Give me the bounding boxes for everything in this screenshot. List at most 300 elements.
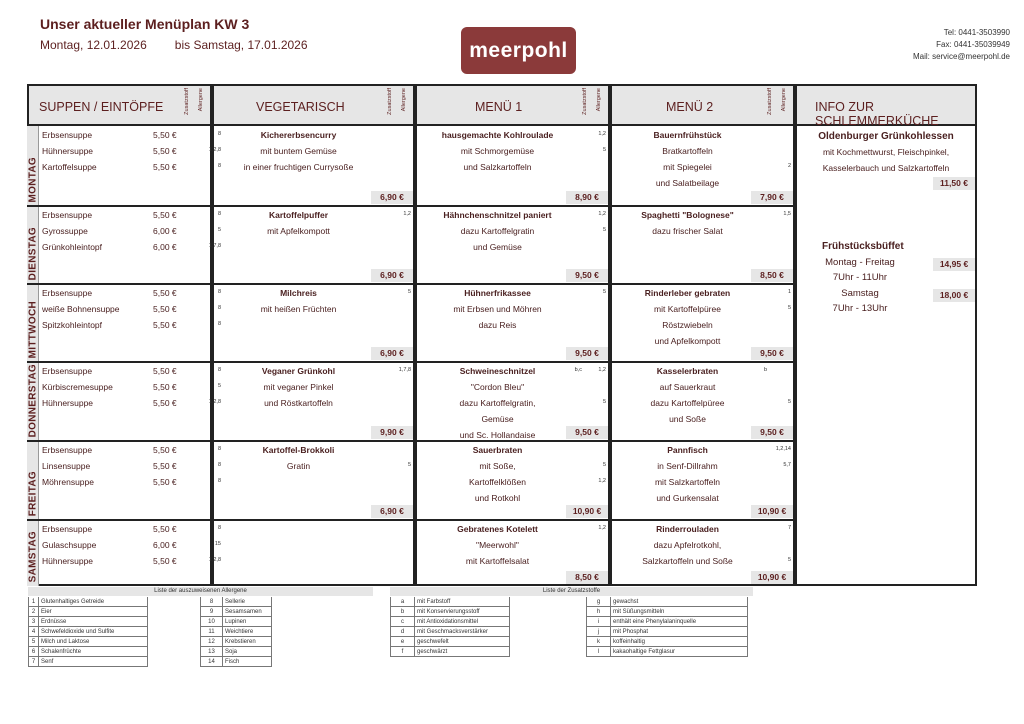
menu2-dish-text: dazu frischer Salat [652,226,723,236]
menu2-price: 8,50 € [751,269,793,282]
legend-code: 1 [29,597,39,607]
soup-price: 5,50 € [153,320,177,330]
menu1-dish-text: mit Erbsen und Möhren [453,304,542,314]
zusatz_legend-row [390,607,510,617]
legend-text: Senf [41,659,54,665]
menu2-dish-text: Rinderleber gebraten [644,288,731,298]
menu1-dish-line [417,288,578,300]
legend-code: b [391,607,415,617]
menu2-price: 9,50 € [751,347,793,360]
allergen_legend-row [200,637,272,647]
day-label-donnerstag [27,362,39,441]
soup-allergens: 1,7,8 [208,243,221,249]
veg-dish-text: mit heißen Früchten [260,304,337,314]
menu1-dish-line [417,398,578,410]
soup-name: Kartoffelsuppe [42,162,97,172]
veg-dish-line [214,130,383,142]
menu1-dish-text: Kartoffelklößen [468,477,526,487]
menu1-dish-text: "Meerwohl" [476,540,519,550]
zusatz_legend-row [586,617,748,627]
veg-dish-line [214,398,383,410]
menu1-allergens: 5 [602,147,606,153]
menu1-allergens: 5 [602,399,606,405]
legend-code: 2 [29,607,39,617]
veg-dish-line [214,382,383,394]
veg-dish-line [214,445,383,457]
soup-allergens: 8 [217,525,221,531]
soup-name: Hühnersuppe [42,398,94,408]
soup-name: Erbsensuppe [42,445,93,455]
menu1-dish-text: und Gemüse [473,242,522,252]
allergen_legend-title: Liste der auszuweisenen Allergene [28,587,373,596]
veg-dish-text: Kartoffel-Brokkoli [262,445,335,455]
legend-text: enthält eine Phenylalaninquelle [613,619,697,625]
info-header-label: INFO ZUR SCHLEMMERKÜCHE [815,100,939,128]
menu1-price: 10,90 € [566,505,608,518]
date-from: Montag, 12.01.2026 [40,38,147,52]
menu2-dish-text: und Gurkensalat [656,493,719,503]
day-name: MITTWOCH [27,300,39,358]
soup-price: 5,50 € [153,382,177,392]
menu2-dish-line [612,178,763,190]
legend-code: c [391,617,415,627]
buffet-days-text: Montag - Freitag [825,257,895,268]
menu2-dish-text: Pannfisch [667,445,708,455]
buffet-days [805,257,915,269]
menu2-allergens: 5,7 [783,462,791,468]
legend-text: geschwefelt [417,639,449,645]
contact-fax: Fax: 0441-35039949 [936,40,1010,49]
soup-allergens: 8 [217,163,221,169]
menu2-dish-line [612,162,763,174]
soup-allergens: 8 [217,131,221,137]
allergen_legend-row [28,617,148,627]
legend-code: h [587,607,611,617]
veg-dish-text: Gratin [286,461,311,471]
menu1-dish-line [417,556,578,568]
legend-text: koffeinhaltig [613,639,645,645]
menu2-dish-text: in Senf-Dillrahm [657,461,718,471]
menu2-dish-text: mit Salzkartoffeln [654,477,721,487]
soup-price: 5,50 € [153,162,177,172]
menu2-dish-text: und Apfelkompott [654,336,721,346]
menu2-allergens: 1,2,14 [775,446,791,452]
menu1-dish-text: und Sc. Hollandaise [459,430,536,440]
menu1-dish-text: hausgemachte Kohlroulade [441,130,554,140]
veg-dish-line [214,210,383,222]
veg-dish-text: in einer fruchtigen Currysoße [243,162,354,172]
veg-dish-line [214,288,383,300]
menu2-dish-text: dazu Apfelrotkohl, [653,540,722,550]
soup-price: 5,50 € [153,461,177,471]
veg-allergens: 1,7,8 [398,367,411,373]
menu2-price: 10,90 € [751,571,793,584]
legend-code: 11 [201,627,223,637]
day-name: DIENSTAG [27,226,39,280]
menu1-price: 9,50 € [566,347,608,360]
soup-name: Erbsensuppe [42,130,93,140]
menu1-allergens: 5 [602,289,606,295]
menu2-dish-text: und Soße [669,414,706,424]
soup-price: 5,50 € [153,398,177,408]
info-line [795,147,977,159]
menu1-dish-line [417,477,578,489]
menu2-allergens: 5 [787,557,791,563]
menu2-allergens: 2 [787,163,791,169]
menu1-dish-line [417,146,578,158]
legend-text: Weichtiere [225,629,254,635]
menu1-dish-line [417,210,578,222]
veg-dish-text: Kichererbsencurry [260,130,337,140]
day-name: SAMSTAG [27,530,39,582]
allergen_legend-row [200,657,272,667]
info-title-text: Oldenburger Grünkohlessen [818,131,954,142]
menu2-allergens: 5 [787,399,791,405]
veg-price: 6,90 € [371,191,413,204]
legend-code: 5 [29,637,39,647]
legend-text: mit Antioxidationsmittel [417,619,479,625]
column-border-soup [27,84,212,586]
soup-price: 5,50 € [153,288,177,298]
zusatz_legend-title: Liste der Zusatzstoffe [390,587,753,596]
allergen_legend-row [28,627,148,637]
soup-name: Grünkohleintopf [42,242,103,252]
soup-price: 6,00 € [153,226,177,236]
veg-dish-line [214,146,383,158]
menu1-price: 8,90 € [566,191,608,204]
menu2-dish-line [612,382,763,394]
veg-dish-line [214,366,383,378]
info-title [795,131,977,145]
vegetarian-header-label: VEGETARISCH [256,100,345,114]
menu1-dish-text: Schweineschnitzel [459,366,536,376]
menu2-dish-line [612,366,763,378]
veg-dish-text: Kartoffelpuffer [268,210,329,220]
legend-text: mit Süßungsmitteln [613,609,665,615]
soup-price: 5,50 € [153,130,177,140]
day-separator [27,205,795,207]
allergen_legend-row [200,607,272,617]
menu2-dish-line [612,461,763,473]
menu2-allergens: 1,5 [783,211,791,217]
menu2-dish-text: Bratkartoffeln [662,146,713,156]
legend-code: g [587,597,611,607]
legend-code: k [587,637,611,647]
soup-allergens: 8 [217,211,221,217]
veg-dish-line [214,162,383,174]
zusatz_legend-row [390,647,510,657]
soup-price: 5,50 € [153,524,177,534]
legend-code: f [391,647,415,657]
zusatz_legend-row [586,597,748,607]
meerpohl-logo: meerpohl [461,27,576,74]
buffet-time-text: 7Uhr - 11Uhr [832,272,888,283]
soup-price: 5,50 € [153,366,177,376]
info-line-text: mit Kochmettwurst, Fleischpinkel, [822,147,950,157]
legend-text: kakaohaltige Fettglasur [613,649,676,655]
veg-price: 9,90 € [371,426,413,439]
column-border-info [795,84,977,586]
menu2-dish-text: Spaghetti "Bolognese" [641,210,734,220]
menu1-dish-text: dazu Reis [478,320,517,330]
day-label-montag [27,126,39,206]
veg-dish-line [214,461,383,473]
menu1-dish-text: und Rotkohl [474,493,521,503]
menu1-dish-text: dazu Kartoffelgratin, [459,398,536,408]
menu1-allergens: 1,2 [598,367,606,373]
soup-price: 6,00 € [153,242,177,252]
menu1-dish-line [417,493,578,505]
soup-allergens: 8 [217,478,221,484]
legend-code: 3 [29,617,39,627]
zusatz_legend-row [390,637,510,647]
soup-allergens: 8 [217,367,221,373]
menu1-dish-line [417,242,578,254]
zusatz-column-label: Zusatzstoff [184,88,190,115]
menu2-dish-text: Kasselerbraten [656,366,719,376]
legend-text: gewachst [613,599,639,605]
menu1-dish-line [417,461,578,473]
menu2-allergens: 7 [787,525,791,531]
menu2-dish-text: auf Sauerkraut [659,382,716,392]
allergen_legend-row [200,617,272,627]
menu2-dish-line [612,493,763,505]
allergen_legend-row [200,647,272,657]
buffet-time [805,272,915,284]
menu-grid [27,84,977,586]
legend-code: 12 [201,637,223,647]
menu1-dish-line [417,524,578,536]
allergen_legend-row [28,657,148,667]
soup-allergens: 8 [217,446,221,452]
menu1-dish-text: Gebratenes Kotelett [457,524,538,534]
soup-allergens: 5 [217,383,221,389]
menu2-dish-text: dazu Kartoffelpüree [650,398,725,408]
menu1-dish-line [417,540,578,552]
day-separator [27,361,795,363]
veg-dish-text: mit Apfelkompott [267,226,330,236]
zusatz-column-label: Zusatzstoff [767,88,773,115]
soup-allergens: 8 [217,305,221,311]
legend-code: 10 [201,617,223,627]
allergene-column-label: Allergene [781,88,787,112]
day-label-samstag [27,520,39,586]
soup-name: Hühnersuppe [42,556,94,566]
menu2-dish-line [612,477,763,489]
zusatz_legend-row [586,637,748,647]
zusatz-column-label: Zusatzstoff [387,88,393,115]
veg-dish-text: mit buntem Gemüse [260,146,337,156]
legend-code: 13 [201,647,223,657]
soup-name: Erbsensuppe [42,524,93,534]
menu2-dish-line [612,414,763,426]
legend-text: mit Geschmacksverstärker [417,629,489,635]
legend-text: Lupinen [225,619,247,625]
legend-code: 6 [29,647,39,657]
legend-text: Krebstieren [225,639,256,645]
menu1-allergens: 1,2 [598,525,606,531]
veg-dish-text: mit veganer Pinkel [263,382,334,392]
menu2-dish-text: mit Spiegelei [663,162,712,172]
allergen_legend-row [28,597,148,607]
menu1-dish-line [417,382,578,394]
soup-name: Gyrossuppe [42,226,88,236]
menu2-price: 7,90 € [751,191,793,204]
buffet-title-text: Frühstücksbüffet [822,241,904,252]
soup-price: 5,50 € [153,210,177,220]
soup-name: Spitzkohleintopf [42,320,103,330]
buffet-price: 14,95 € [933,258,975,271]
menu2-dish-line [612,445,763,457]
menu2-dish-line [612,288,763,300]
soup-price: 5,50 € [153,556,177,566]
menu1-allergens: 1,2 [598,211,606,217]
menu1-dish-line [417,130,578,142]
allergene-column-label: Allergene [401,88,407,112]
legend-code: 14 [201,657,223,667]
menu2-dish-line [612,210,763,222]
menu1-allergens: 5 [602,462,606,468]
soup-price: 5,50 € [153,146,177,156]
menu1-additives: b,c [574,367,582,373]
menu2-allergens: 5 [787,305,791,311]
menu1-dish-text: mit Soße, [479,461,516,471]
menu2-dish-text: Rinderrouladen [656,524,719,534]
menu2-dish-text: Röstzwiebeln [662,320,713,330]
menu1-allergens: 1,2 [598,478,606,484]
legend-code: a [391,597,415,607]
soup-price: 5,50 € [153,477,177,487]
menu1-dish-text: Hühnerfrikassee [464,288,531,298]
menu2-price: 9,50 € [751,426,793,439]
menu2-header-label: MENÜ 2 [666,100,714,114]
menu1-dish-text: "Cordon Bleu" [470,382,525,392]
legend-code: d [391,627,415,637]
menu2-additives: b [763,367,767,373]
info-line [795,163,977,175]
menu1-dish-text: und Salzkartoffeln [463,162,532,172]
menu2-dish-line [612,226,763,238]
veg-dish-text: Milchreis [280,288,317,298]
soup-price: 5,50 € [153,304,177,314]
legend-code: j [587,627,611,637]
buffet-days [805,288,915,300]
legend-text: Fisch [225,659,240,665]
allergen_legend-row [28,647,148,657]
menu2-dish-line [612,336,763,348]
veg-dish-line [214,304,383,316]
menu2-dish-line [612,398,763,410]
menu2-dish-line [612,146,763,158]
menu1-dish-text: mit Kartoffelsalat [465,556,530,566]
zusatz_legend-row [390,617,510,627]
soup-name: Gulaschsuppe [42,540,97,550]
menu1-dish-line [417,445,578,457]
veg-price: 6,90 € [371,269,413,282]
soup-allergens: 8 [217,462,221,468]
menu2-dish-line [612,556,763,568]
bottom-border [27,584,795,586]
menu2-dish-text: mit Kartoffelpüree [654,304,721,314]
veg-allergens: 1,2 [403,211,411,217]
bottom-border-info [795,584,977,586]
date-to: bis Samstag, 17.01.2026 [174,38,308,52]
allergen_legend-row [200,597,272,607]
day-separator [27,519,795,521]
soup-allergens: 5 [217,227,221,233]
menu2-price: 10,90 € [751,505,793,518]
menu2-dish-line [612,320,763,332]
menu1-header-label: MENÜ 1 [475,100,523,114]
buffet-days-text: Samstag [841,288,879,299]
legend-text: Erdnüsse [41,619,67,625]
day-name: MONTAG [27,156,39,202]
buffet-price: 18,00 € [933,289,975,302]
menu1-dish-text: Hähnchenschnitzel paniert [443,210,552,220]
allergen_legend-row [200,627,272,637]
menu1-price: 9,50 € [566,426,608,439]
veg-price: 6,90 € [371,347,413,360]
menu2-dish-text: Salzkartoffeln und Soße [642,556,733,566]
info-price: 11,50 € [933,177,975,190]
menu1-dish-text: dazu Kartoffelgratin [460,226,535,236]
menu1-dish-text: mit Schmorgemüse [460,146,535,156]
soup-name: Möhrensuppe [42,477,94,487]
day-label-mittwoch [27,284,39,362]
veg-allergens: 5 [407,462,411,468]
day-label-freitag [27,441,39,520]
day-label-dienstag [27,206,39,284]
soup-price: 6,00 € [153,540,177,550]
soup-allergens: 1,2,8 [208,557,221,563]
page-title: Unser aktueller Menüplan KW 3 [40,16,250,32]
legend-code: i [587,617,611,627]
soup-name: Kürbiscremesuppe [42,382,113,392]
day-separator [27,440,795,442]
veg-dish-text: und Röstkartoffeln [264,398,333,408]
menu1-dish-text: Gemüse [481,414,514,424]
menu1-dish-text: Sauerbraten [472,445,523,455]
allergen_legend-row [28,637,148,647]
menu1-dish-line [417,304,578,316]
veg-dish-text: Veganer Grünkohl [261,366,336,376]
legend-text: Schalenfrüchte [41,649,82,655]
menu2-dish-line [612,540,763,552]
allergen_legend-row [28,607,148,617]
veg-dish-line [214,226,383,238]
soup-name: Hühnersuppe [42,146,94,156]
contact-info [913,27,1010,63]
allergene-column-label: Allergene [198,88,204,112]
menu2-dish-text: und Salatbeilage [655,178,720,188]
day-name: FREITAG [27,470,39,516]
date-range [40,38,308,52]
menu2-dish-line [612,130,763,142]
legend-text: mit Phosphat [613,629,649,635]
menu1-dish-line [417,414,578,426]
legend-text: Glutenhaltiges Getreide [41,599,105,605]
zusatz_legend-row [586,647,748,657]
soup-name: Erbsensuppe [42,210,93,220]
menu2-dish-text: Bauernfrühstück [653,130,722,140]
menu2-allergens: 1 [787,289,791,295]
legend-text: Eier [41,609,52,615]
info-line-text: Kasselerbauch und Salzkartoffeln [822,163,950,173]
menu1-price: 8,50 € [566,571,608,584]
legend-text: Sellerie [225,599,246,605]
menu1-price: 9,50 € [566,269,608,282]
soup-name: weiße Bohnensuppe [42,304,120,314]
